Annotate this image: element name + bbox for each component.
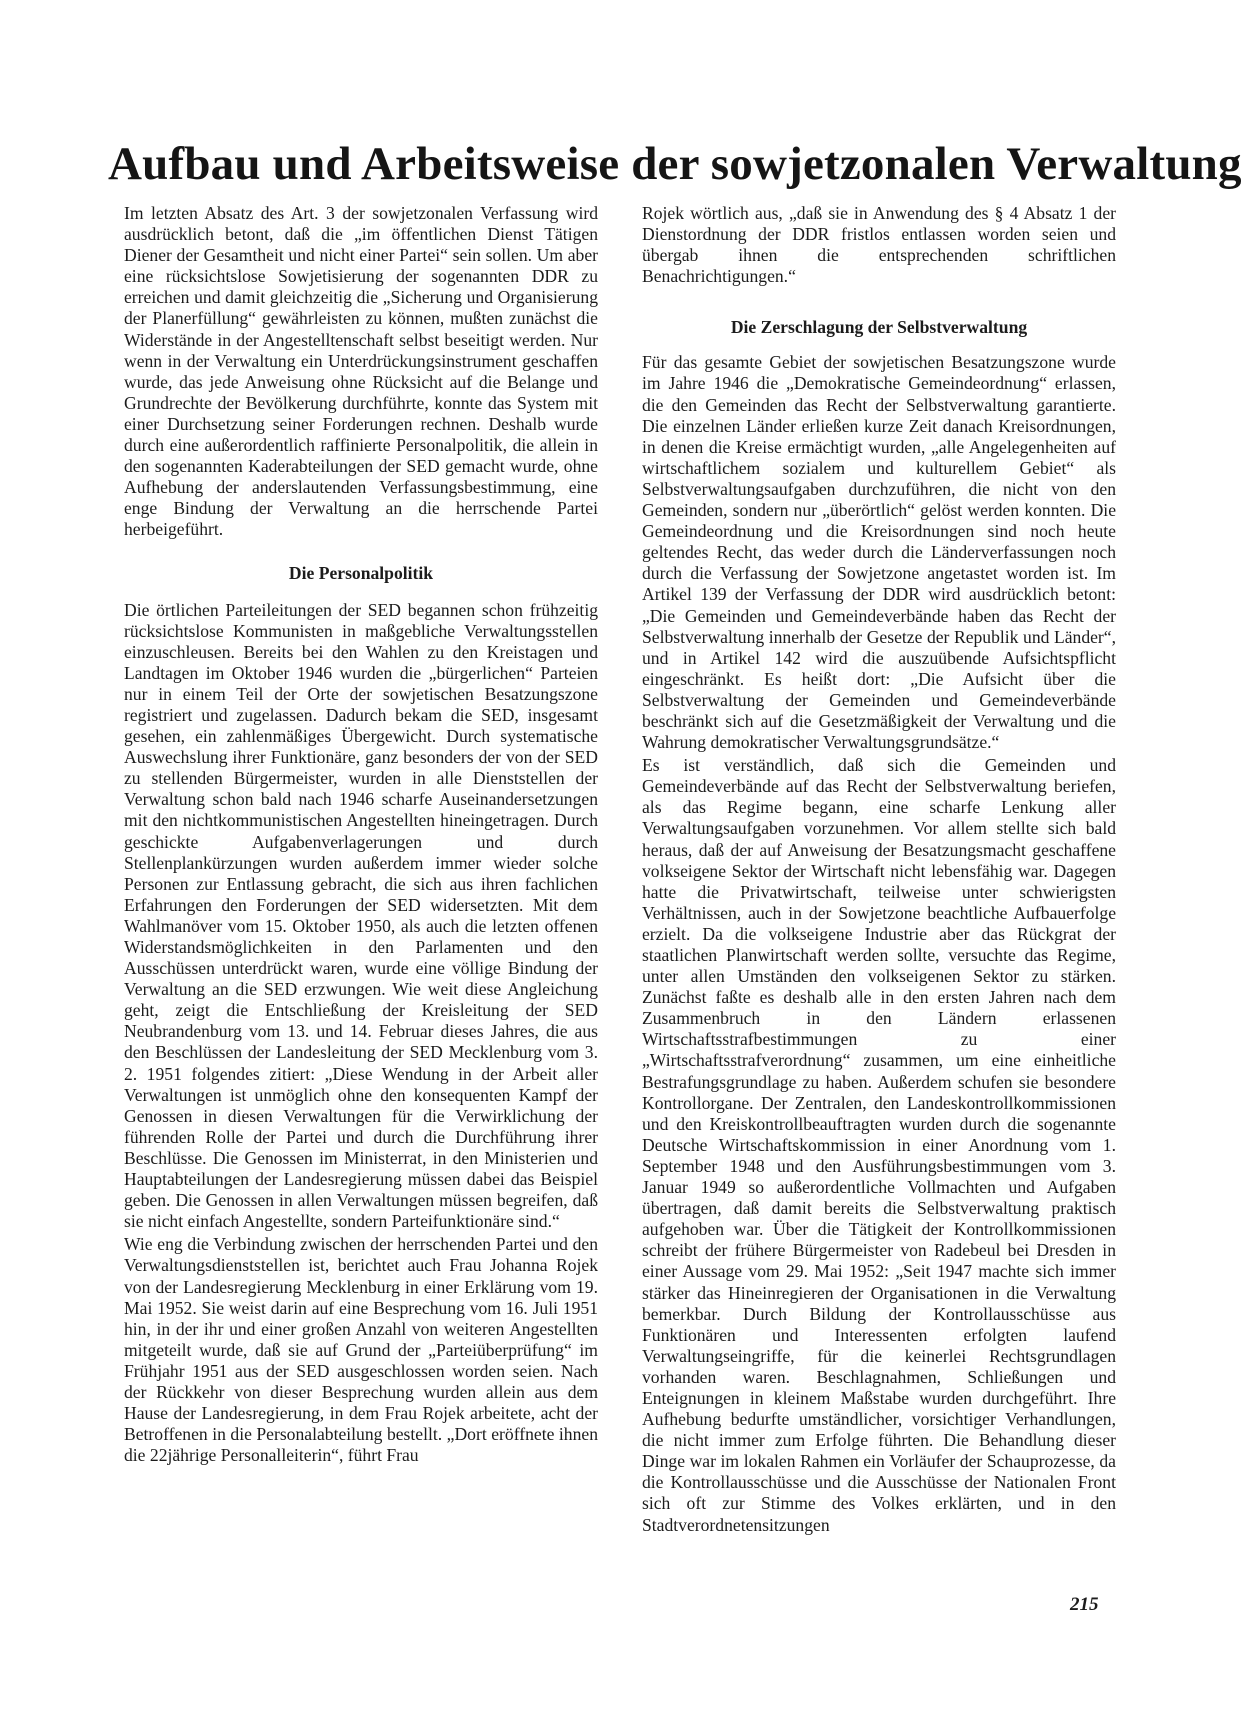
body-paragraph: Für das gesamte Gebiet der sowjetischen Besatzungszone wurde im Jahre 1946 die „Demokratische Gemeindeordnung“ erlassen, die den Gemeinden das Recht der Selbstverwaltung garantierte. Die einzelnen Länder erließen kurze Zeit danach Kreisordnungen, in denen die Kreise ermächtigt wurden, „alle Angelegenheiten auf wirtschaftlichem sozialem und kulturellem Gebiet“ als Selbstverwaltungsaufgaben durchzuführen, die nicht von den Gemeinden, sondern nur „überörtlich“ gelöst werden konnten. Die Gemeindeordnung und die Kreisordnungen sind noch heute geltendes Recht, das weder durch die Länderverfassungen noch durch die Verfassung der Sowjetzone angetastet worden ist. Im Artikel 139 der Verfassung der DDR wird ausdrücklich betont: „Die Gemeinden und Gemeindeverbände haben das Recht der Selbstverwaltung innerhalb der Gesetze der Republik und Länder“, und in Artikel 142 wird die auszuübende Aufsichtspflicht eingeschränkt. Es heißt dort: „Die Aufsicht über die Selbstverwaltung der Gemeinden und Gemeindeverbände beschränkt sich auf die Gesetzmäßigkeit der Verwaltung und die Wahrung demokratischer Verwaltungsgrundsätze.“ (642, 352, 1116, 753)
continuation-paragraph: Rojek wörtlich aus, „daß sie in Anwendung des § 4 Absatz 1 der Dienstordnung der DDR fristlos entlassen worden seien und übergab ihnen die entsprechenden schriftlichen Benachrichtigungen.“ (642, 203, 1116, 287)
left-column (124, 203, 598, 1468)
right-column (642, 203, 1116, 1538)
section-heading-personalpolitik: Die Personalpolitik (288, 562, 434, 583)
body-paragraph: Es ist verständlich, daß sich die Gemeinden und Gemeindeverbände auf das Recht der Selbstverwaltung beriefen, als das Regime begann, eine scharfe Lenkung aller Verwaltungsaufgaben vorzunehmen. Vor allem stellte sich bald heraus, daß der auf Anweisung der Besatzungsmacht geschaffene volkseigene Sektor der Wirtschaft nicht lebensfähig war. Dagegen hatte die Privatwirtschaft, teilweise unter schwierigsten Verhältnissen, auch in der Sowjetzone beachtliche Aufbauerfolge erzielt. Da die volkseigene Industrie aber das Rückgrat der staatlichen Planwirtschaft werden sollte, versuchte das Regime, unter allen Umständen den volkseigenen Sektor zu stärken. Zunächst faßte es deshalb alle in den ersten Jahren nach dem Zusammenbruch in den Ländern erlassenen Wirtschaftsstrafbestimmungen zu einer „Wirtschaftsstrafverordnung“ zusammen, um eine einheitliche Bestrafungsgrundlage zu haben. Außerdem schufen sie besondere Kontrollorgane. Der Zentralen, den Landeskontrollkommissionen und den Kreiskontrollbeauftragten wurden durch die sogenannte Deutsche Wirtschaftskommission in einer Anordnung vom 1. September 1948 und den Ausführungsbestimmungen vom 3. Januar 1949 so außerordentliche Vollmachten und Aufgaben übertragen, daß damit bereits die Selbstverwaltung praktisch aufgehoben war. Über die Tätigkeit der Kontrollkommissionen schreibt der frühere Bürgermeister von Radebeul bei Dresden in einer Aussage vom 29. Mai 1952: „Seit 1947 machte sich immer stärker das Hineinregieren der Organisationen in die Verwaltung bemerkbar. Durch Bildung der Kontrollausschüsse aus Funktionären und Interessenten erfolgten laufend Verwaltungseingriffe, für die keinerlei Rechtsgrundlagen vorhanden waren. Beschlagnahmen, Schließungen und Enteignungen in kleinem Maßstabe wurden durchgeführt. Ihre Aufhebung bedurfte umständlicher, vorsichtiger Verhandlungen, die nicht immer zum Erfolge führten. Die Behandlung dieser Dinge war im lokalen Rahmen ein Vorläufer der Schauprozesse, da die Kontrollausschüsse und die Ausschüsse der Nationalen Front sich oft zur Stimme des Volkes erklärten, und in den Stadtverordnetensitzungen (642, 755, 1116, 1535)
body-paragraph: Wie eng die Verbindung zwischen der herrschenden Partei und den Verwaltungsdienststellen ist, berichtet auch Frau Johanna Rojek von der Landesregierung Mecklenburg in einer Erklärung vom 19. Mai 1952. Sie weist darin auf eine Besprechung vom 16. Juli 1951 hin, in der ihr und einer großen Anzahl von weiteren Angestellten mitgeteilt wurde, daß sie auf Grund der „Parteiüberprüfung“ im Frühjahr 1951 aus der SED ausgeschlossen worden seien. Nach der Rückkehr von dieser Besprechung wurden allein aus dem Hause der Landesregierung, in dem Frau Rojek arbeitete, acht der Betroffenen in die Personalabteilung bestellt. „Dort eröffnete ihnen die 22jährige Personalleiterin“, führt Frau (124, 1234, 598, 1466)
intro-paragraph: Im letzten Absatz des Art. 3 der sowjetzonalen Verfassung wird ausdrücklich betont, daß die „im öffentlichen Dienst Tätigen Diener der Gesamtheit und nicht einer Partei“ sein sollen. Um aber eine rücksichtslose Sowjetisierung der sogenannten DDR zu erreichen und damit gleichzeitig die „Sicherung und Organisierung der Planerfüllung“ gewährleisten zu können, mußten zunächst die Widerstände in der Angestelltenschaft selbst beseitigt werden. Nur wenn in der Verwaltung ein Unterdrückungsinstrument geschaffen wurde, das jede Anweisung ohne Rücksicht auf die Belange und Grundrechte der Bevölkerung durchführte, konnte das System mit einer Durchsetzung seiner Forderungen rechnen. Deshalb wurde durch eine außerordentlich raffinierte Personalpolitik, die allein in den sogenannten Kaderabteilungen der SED gemacht wurde, ohne Aufhebung der anderslautenden Verfassungsbestimmung, eine enge Bindung der Verwaltung an die herrschende Partei herbeigeführt. (124, 203, 598, 540)
section-heading-selbstverwaltung: Die Zerschlagung der Selbstverwaltung (730, 317, 1028, 338)
body-paragraph: Die örtlichen Parteileitungen der SED begannen schon frühzeitig rücksichtslose Kommunisten in maßgebliche Verwaltungsstellen einzuschleusen. Bereits bei den Wahlen zu den Kreistagen und Landtagen im Oktober 1946 wurden die „bürgerlichen“ Parteien nur in einem Teil der Orte der sowjetischen Besatzungszone registriert und zugelassen. Dadurch bekam die SED, insgesamt gesehen, ein zahlenmäßiges Übergewicht. Durch systematische Auswechslung ihrer Funktionäre, ganz besonders der von der SED zu stellenden Bürgermeister, wurden in alle Dienststellen der Verwaltung schon bald nach 1946 scharfe Auseinandersetzungen mit den nichtkommunistischen Angestellten hineingetragen. Durch geschickte Aufgabenverlagerungen und durch Stellenplankürzungen wurden außerdem immer wieder solche Personen zur Entlassung gebracht, die sich aus ihren fachlichen Erfahrungen den Forderungen der SED widersetzten. Mit dem Wahlmanöver vom 15. Oktober 1950, als auch die letzten offenen Widerstandsmöglichkeiten in den Parlamenten und den Ausschüssen unterdrückt waren, wurde eine völlige Bindung der Verwaltung an die SED erzwungen. Wie weit diese Angleichung geht, zeigt die Entschließung der Kreisleitung der SED Neubrandenburg vom 13. und 14. Februar dieses Jahres, die aus den Beschlüssen der Landesleitung der SED Mecklenburg vom 3. 2. 1951 folgendes zitiert: „Diese Wendung in der Arbeit aller Verwaltungen ist unmöglich ohne den konsequenten Kampf der Genossen in diesen Verwaltungen für die Verwirklichung der führenden Rolle der Partei und durch die Durchführung ihrer Beschlüsse. Die Genossen im Ministerrat, in den Ministerien und Hauptabteilungen der Landesregierung müssen dabei das Beispiel geben. Die Genossen in allen Verwaltungen müssen begreifen, daß sie nicht einfach Angestellte, sondern Parteifunktionäre sind.“ (124, 599, 598, 1232)
article-title: Aufbau und Arbeitsweise der sowjetzonalen Verwaltung (108, 138, 1242, 190)
page-number: 215 (1070, 1594, 1099, 1615)
